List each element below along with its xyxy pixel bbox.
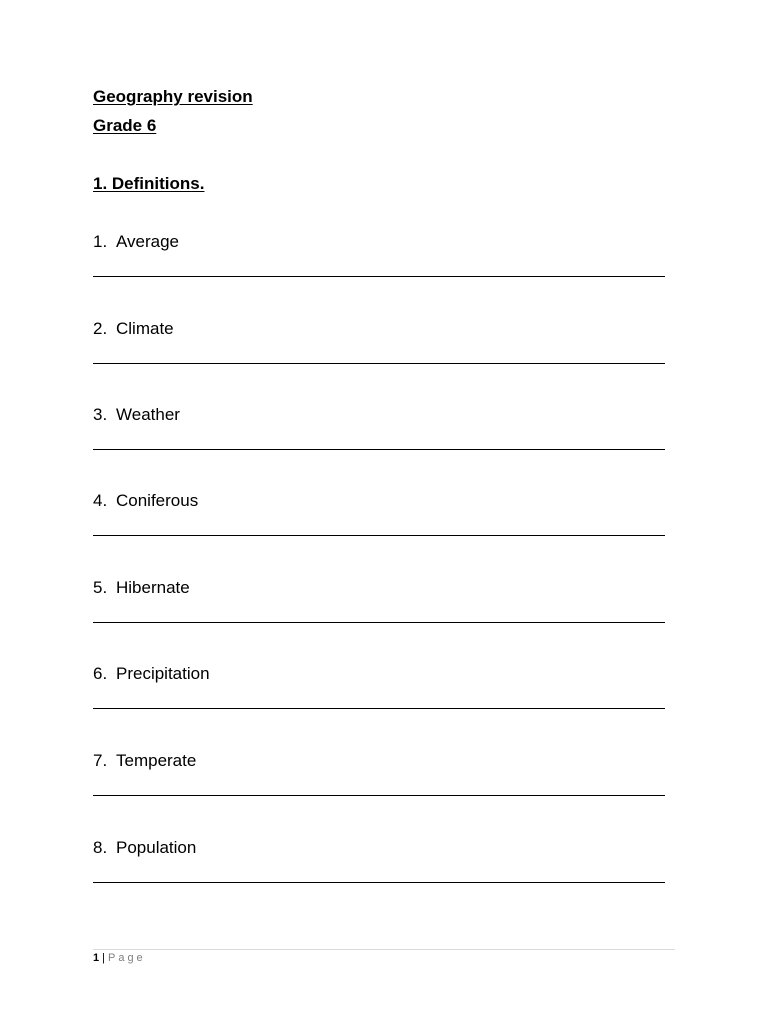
item-number: 3. [93, 405, 108, 424]
item-term: Temperate [116, 751, 197, 770]
answer-line [93, 449, 665, 450]
answer-line [93, 535, 665, 536]
item-term: Weather [116, 405, 180, 424]
page-footer [93, 951, 146, 965]
item-term: Hibernate [116, 578, 190, 597]
answer-line [93, 363, 665, 364]
item-number: 6. [93, 664, 108, 683]
definition-label [93, 405, 180, 425]
item-number: 7. [93, 751, 108, 770]
footer-divider [93, 949, 675, 950]
definition-item [93, 405, 665, 465]
definition-item [93, 319, 665, 379]
item-number: 5. [93, 578, 108, 597]
definition-label [93, 664, 210, 684]
answer-line [93, 276, 665, 277]
definition-item [93, 232, 665, 292]
item-number: 4. [93, 491, 108, 510]
section-heading: 1. Definitions. [93, 174, 205, 193]
definition-label [93, 578, 190, 598]
definition-item [93, 838, 665, 898]
item-term: Precipitation [116, 664, 210, 683]
page-label: Page [107, 952, 146, 964]
definition-item [93, 491, 665, 551]
answer-line [93, 795, 665, 796]
grade-heading: Grade 6 [93, 116, 157, 135]
answer-line [93, 622, 665, 623]
definition-item [93, 751, 665, 811]
answer-line [93, 882, 665, 883]
item-number: 8. [93, 838, 108, 857]
item-term: Average [116, 232, 180, 251]
item-term: Climate [116, 319, 174, 338]
item-number: 2. [93, 319, 108, 338]
item-term: Population [116, 838, 197, 857]
page-number: 1 [93, 952, 100, 964]
definition-label [93, 491, 198, 511]
definition-item [93, 578, 665, 638]
definition-label [93, 838, 196, 858]
definition-label [93, 319, 174, 339]
definition-label [93, 751, 196, 771]
footer-separator: | [102, 952, 105, 964]
item-term: Coniferous [116, 491, 199, 510]
answer-line [93, 708, 665, 709]
definition-label [93, 232, 179, 252]
definition-item [93, 664, 665, 724]
item-number: 1. [93, 232, 108, 251]
document-title: Geography revision [93, 87, 253, 106]
